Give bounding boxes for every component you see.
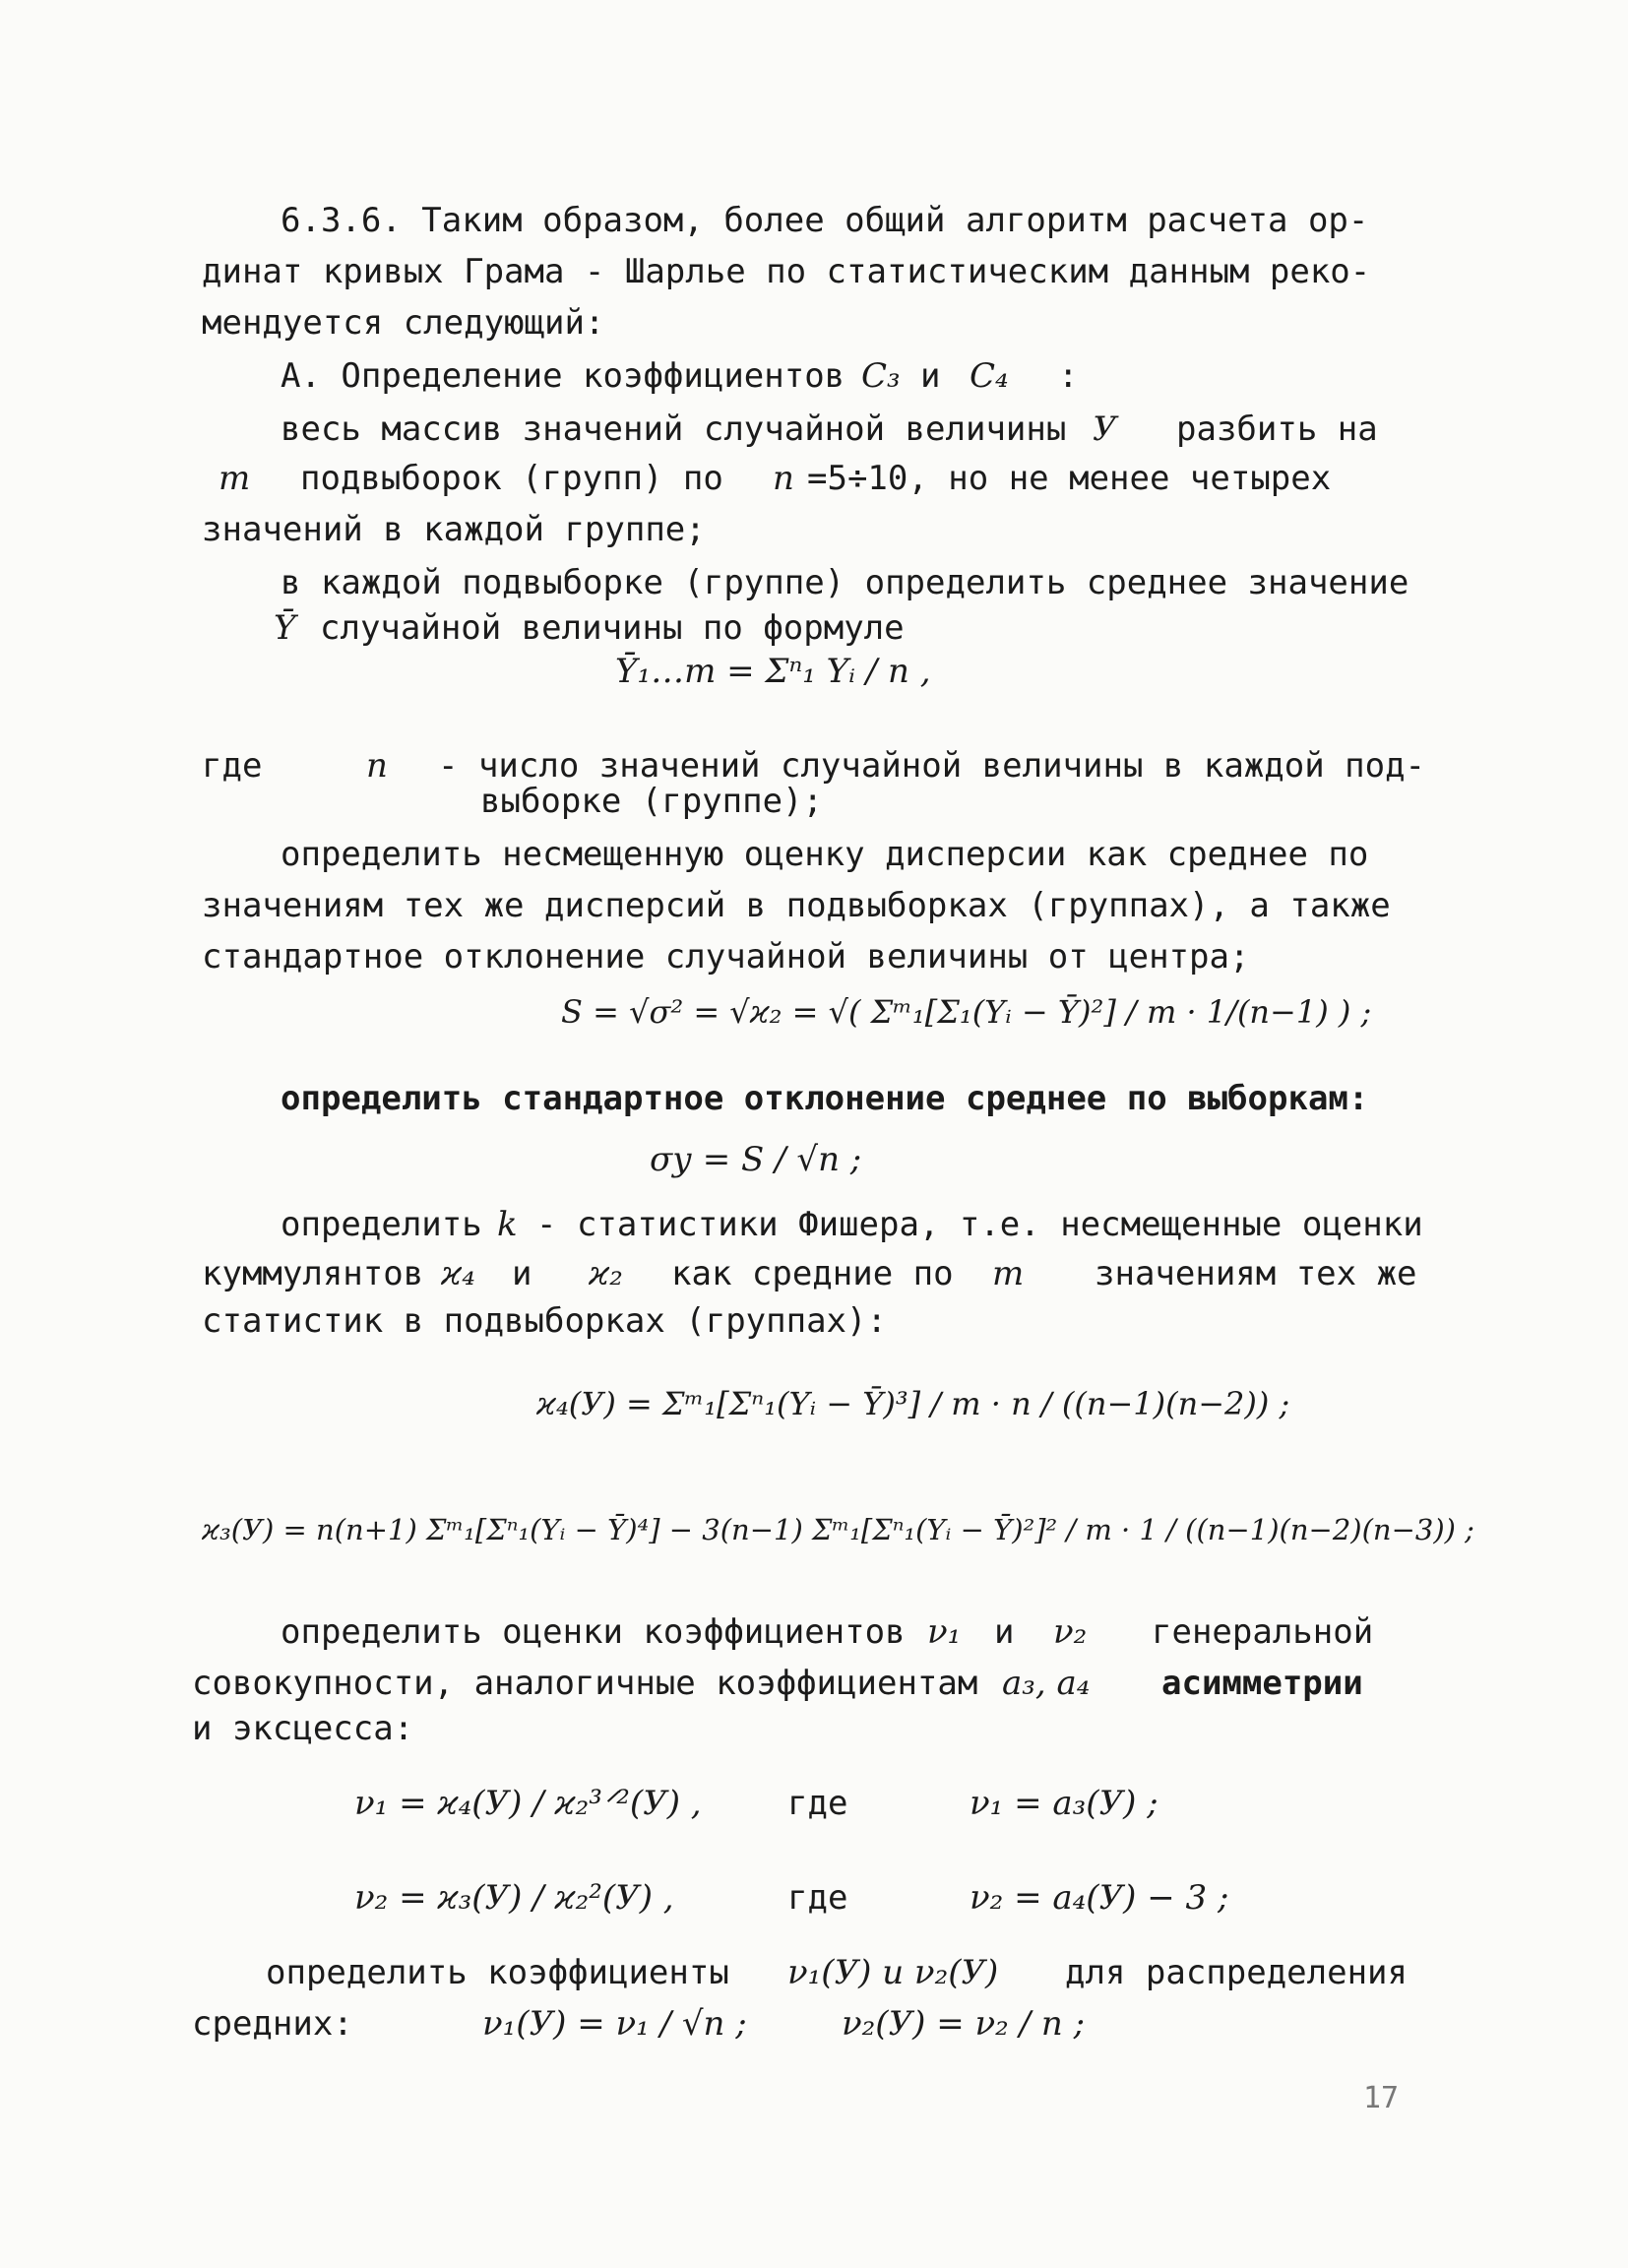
page-number: 17 bbox=[1363, 2081, 1400, 2115]
text-line: случайной величины по формуле bbox=[320, 608, 905, 648]
symbol-n: n bbox=[366, 746, 388, 786]
text-line: определить несмещенную оценку дисперсии как среднее по bbox=[281, 835, 1369, 874]
formula-mean: Ȳ₁…m = Σⁿ₁ Yᵢ / n , bbox=[615, 652, 931, 691]
text-line: генеральной bbox=[1152, 1612, 1374, 1652]
text-line: значений в каждой группе; bbox=[202, 510, 706, 549]
formula-kappa3: ϰ₃(У) = n(n+1) Σᵐ₁[Σⁿ₁(Yᵢ − Ȳ)⁴] − 3(n−1) Σᵐ₁[Σⁿ₁(Yᵢ − Ȳ)²]² / m · 1 / ((n−1)(n−2)(n−3)) ; bbox=[202, 1513, 1474, 1546]
text-line: средних: bbox=[192, 2004, 353, 2044]
formula-sigma: σу = S / √n ; bbox=[650, 1140, 862, 1179]
formula-nu1-mean: ν₁(У) = ν₁ / √n ; bbox=[482, 2004, 747, 2044]
text-line: подвыборок (групп) по bbox=[300, 459, 723, 498]
symbol-c4: C₄ bbox=[970, 356, 1009, 396]
formula-nu1-where: ν₁ = a₃(У) ; bbox=[970, 1784, 1158, 1823]
formula-kappa4: ϰ₄(У) = Σᵐ₁[Σⁿ₁(Yᵢ − Ȳ)³] / m · n / ((n−1)(n−2)) ; bbox=[536, 1385, 1290, 1422]
formula-nu1: ν₁ = ϰ₄(У) / ϰ₂³ᐟ²(У) , bbox=[354, 1784, 702, 1823]
text-colon: : bbox=[1058, 356, 1079, 396]
text-line: статистик в подвыборках (группах): bbox=[202, 1301, 887, 1341]
formula-nu2-mean: ν₂(У) = ν₂ / n ; bbox=[842, 2004, 1086, 2044]
text-where: где bbox=[787, 1784, 848, 1823]
text-and: и bbox=[512, 1254, 532, 1293]
text-line: стандартное отклонение случайной величины от центра; bbox=[202, 937, 1250, 976]
text-line: куммулянтов bbox=[202, 1254, 424, 1293]
symbol-kappa4: ϰ₄ bbox=[441, 1254, 475, 1293]
formula-nu2: ν₂ = ϰ₃(У) / ϰ₂²(У) , bbox=[354, 1878, 674, 1918]
text-line: - статистики Фишера, т.е. несмещенные оценки bbox=[536, 1205, 1423, 1244]
symbol-kappa2: ϰ₂ bbox=[589, 1254, 623, 1293]
formula-std: S = √σ² = √ϰ₂ = √( Σᵐ₁[Σ₁(Yᵢ − Ȳ)²] / m · 1/(n−1) ) ; bbox=[561, 993, 1372, 1031]
text-line: разбить на bbox=[1176, 410, 1378, 449]
symbol-nu1: ν₁ bbox=[927, 1612, 962, 1652]
text-line: асимметрии bbox=[1161, 1664, 1363, 1703]
symbol-n: n bbox=[773, 459, 794, 498]
symbol-a3a4: a₃, a₄ bbox=[1002, 1664, 1091, 1703]
text-line: значениям тех же дисперсий в подвыборках (группах), а также bbox=[202, 886, 1391, 925]
text-line: определить коэффициенты bbox=[266, 1953, 729, 1992]
symbol-ybar: Ȳ bbox=[274, 608, 296, 648]
text-where: где bbox=[787, 1878, 848, 1918]
symbol-m: m bbox=[219, 459, 251, 498]
text-line: мендуется следующий: bbox=[202, 303, 605, 343]
text-line: динат кривых Грама - Шарлье по статистическим данным реко- bbox=[202, 252, 1371, 291]
text-line: для распределения bbox=[1065, 1953, 1408, 1992]
symbol-k: k bbox=[497, 1205, 518, 1244]
text-line: определить bbox=[281, 1205, 482, 1244]
text-line: 6.3.6. Таким образом, более общий алгоритм расчета ор- bbox=[281, 201, 1369, 240]
text-and: и bbox=[994, 1612, 1015, 1652]
text-line: совокупности, аналогичные коэффициентам bbox=[192, 1664, 978, 1703]
text-and: и bbox=[920, 356, 941, 396]
symbol-m: m bbox=[992, 1254, 1025, 1293]
symbol-c3: C₃ bbox=[861, 356, 901, 396]
formula-nu2-where: ν₂ = a₄(У) − 3 ; bbox=[970, 1878, 1229, 1918]
text-line: где bbox=[202, 746, 263, 786]
text-line: - число значений случайной величины в каждой под- bbox=[438, 746, 1426, 786]
text-line: выборке (группе); bbox=[480, 782, 823, 821]
text-line: в каждой подвыборке (группе) определить среднее значение bbox=[281, 563, 1409, 602]
formula-nu-mean-pair: ν₁(У) и ν₂(У) bbox=[787, 1953, 999, 1992]
symbol-nu2: ν₂ bbox=[1053, 1612, 1088, 1652]
text-line: весь массив значений случайной величины bbox=[281, 410, 1067, 449]
text-line: и эксцесса: bbox=[192, 1709, 414, 1748]
text-line: значениям тех же bbox=[1095, 1254, 1417, 1293]
text-line: =5÷10, но не менее четырех bbox=[807, 459, 1332, 498]
text-line: определить оценки коэффициентов bbox=[281, 1612, 906, 1652]
text-line: А. Определение коэффициентов bbox=[281, 356, 845, 396]
text-line: определить стандартное отклонение среднее по выборкам: bbox=[281, 1079, 1369, 1118]
symbol-y: У bbox=[1093, 410, 1117, 449]
text-line: как средние по bbox=[671, 1254, 954, 1293]
